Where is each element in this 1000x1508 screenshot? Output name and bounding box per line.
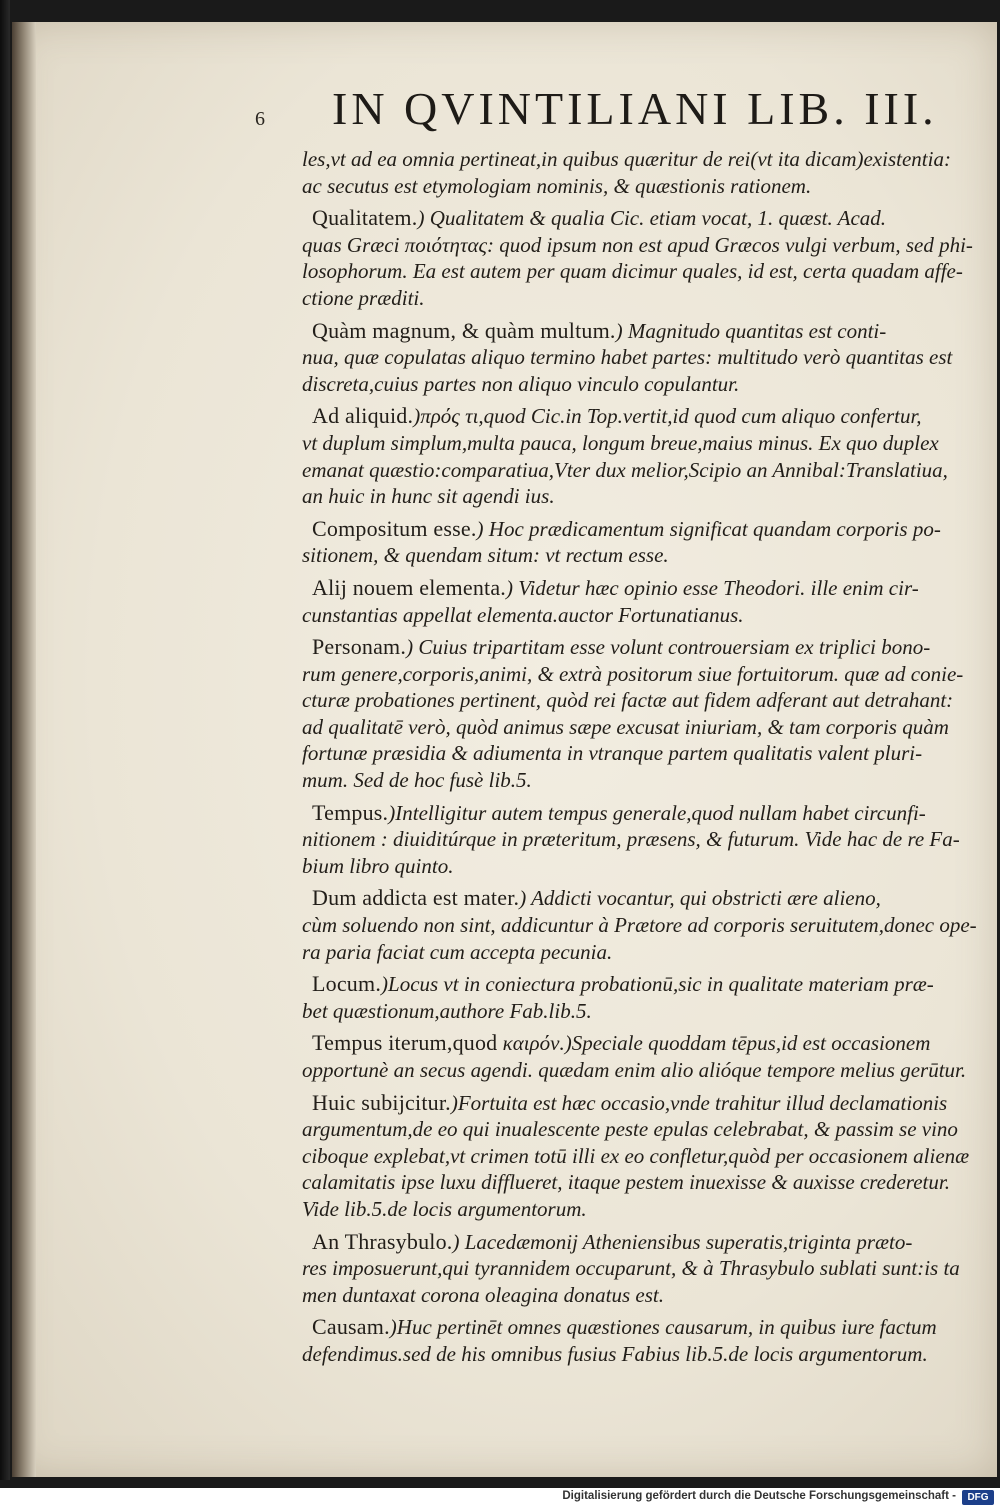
line-text: vt duplum simplum,multa pauca, longum breue,maius minus. Ex quo duplex	[302, 430, 939, 455]
line-text: ) Cuius tripartitam esse volunt controuersiam ex triplici bono-	[406, 635, 931, 660]
dfg-logo: DFG	[962, 1490, 994, 1505]
line-text: Vide lib.5.de locis argumentorum.	[302, 1196, 587, 1221]
line-text: )Intelligitur autem tempus generale,quod nullam habet circunfi-	[388, 800, 926, 825]
paragraph	[302, 205, 982, 311]
text-line	[302, 1341, 982, 1368]
line-text: discreta,cuius partes non aliquo vinculo copulantur.	[302, 371, 740, 396]
paragraph	[302, 575, 982, 628]
paragraph	[302, 318, 982, 398]
text-line	[302, 912, 982, 939]
line-text: ) Lacedæmonij Atheniensibus superatis,triginta præto-	[452, 1229, 913, 1254]
text-line	[302, 371, 982, 398]
lemma: Causam.	[312, 1314, 390, 1340]
lemma: An Thrasybulo.	[312, 1228, 453, 1254]
line-text: )Locus vt in coniectura probationū,sic in qualitate materiam præ-	[381, 972, 934, 997]
footer-bar	[0, 1488, 1000, 1508]
line-text: opportunè an secus agendi. quædam enim alio alióque tempore melius gerūtur.	[302, 1058, 967, 1082]
text-line	[302, 457, 982, 484]
scanned-page	[12, 22, 997, 1477]
lemma: Personam.	[312, 634, 407, 660]
line-text: ac secutus est etymologiam nominis, & quæstionis rationem.	[302, 173, 812, 198]
paragraph	[302, 971, 982, 1024]
text-line	[302, 318, 982, 345]
line-text: καιρόν.)Speciale quoddam tēpus,id est occasionem	[497, 1031, 931, 1056]
lemma: Tempus.	[312, 799, 389, 825]
paragraph	[302, 1030, 982, 1083]
line-text: rum genere,corporis,animi, & extrà positorum siue fortuitorum. quæ ad conie-	[302, 661, 964, 686]
line-text: mum. Sed de hoc fusè lib.5.	[302, 768, 532, 793]
lemma: Alij nouem elementa.	[312, 574, 506, 600]
text-line	[302, 1057, 982, 1084]
line-text: losophorum. Ea est autem per quam dicimur quales, id est, certa quadam affe-	[302, 259, 963, 284]
text-line	[302, 516, 982, 543]
line-text: ciboque explebat,vt crimen totū illi ex eo confletur,quòd per occasionem alienæ	[302, 1143, 970, 1168]
viewer-edge	[0, 0, 10, 1480]
lemma: Compositum esse.	[312, 515, 477, 541]
line-text: fortunæ præsidia & adiumenta in vtranque partem qualitatis valent pluri-	[302, 741, 923, 766]
paragraph	[302, 1090, 982, 1223]
line-text: cturæ probationes pertinent, quòd rei factæ aut fidem adferant aut detrahant:	[302, 688, 954, 713]
line-text: cunstantias appellat elementa.auctor Fortunatianus.	[302, 602, 744, 627]
line-text: nitionem : diuiditúrque in præteritum, præsens, & futurum. Vide hac de re Fa-	[302, 827, 960, 852]
line-text: emanat quæstio:comparatiua,Vter dux melior,Scipio an Annibal:Translatiua,	[302, 457, 948, 482]
lemma: Ad aliquid.	[312, 403, 414, 429]
text-line	[302, 483, 982, 510]
text-line	[302, 1196, 982, 1223]
line-text: men duntaxat corona oleagina donatus est.	[302, 1282, 665, 1307]
paragraph	[302, 403, 982, 509]
text-line	[302, 634, 982, 661]
line-text: ) Addicti vocantur, qui obstricti ære alieno,	[519, 886, 881, 911]
text-line	[302, 1090, 982, 1117]
text-line	[302, 971, 982, 998]
text-line	[302, 661, 982, 688]
running-head: IN QVINTILIANI LIB. III.	[332, 83, 938, 134]
line-text: ) Videtur hæc opinio esse Theodori. ille enim cir-	[506, 575, 919, 600]
line-text: argumentum,de eo qui inualescente peste epulas celebrabat, & passim se vino	[302, 1117, 958, 1142]
funding-credit: Digitalisierung gefördert durch die Deutsche Forschungsgemeinschaft -	[562, 1490, 956, 1502]
commentary-text	[302, 146, 982, 1368]
line-text: quas Græci ποιότητας: quod ipsum non est apud Græcos vulgi verbum, sed phi-	[302, 232, 973, 257]
page-number: 6	[255, 108, 265, 130]
line-text: ) Qualitatem & qualia Cic. etiam vocat, 1. quæst. Acad.	[417, 206, 887, 231]
line-text: ctione præditi.	[302, 285, 425, 310]
line-text: an huic in hunc sit agendi ius.	[302, 484, 555, 509]
line-text: )Fortuita est hæc occasio,vnde trahitur illud declamationis	[450, 1090, 948, 1115]
text-line	[302, 826, 982, 853]
text-line	[302, 998, 982, 1025]
line-text: )πρός τι,quod Cic.in Top.vertit,id quod cum aliquo confertur,	[413, 404, 922, 429]
text-line	[302, 232, 982, 259]
text-line	[302, 939, 982, 966]
text-line	[302, 853, 982, 880]
line-text: calamitatis ipse luxu difflueret, itaque pestem inuexisse & auxisse crederetur.	[302, 1170, 950, 1195]
text-line	[302, 146, 982, 173]
text-line	[302, 344, 982, 371]
text-line	[302, 1030, 982, 1057]
text-line	[302, 687, 982, 714]
lemma: Quàm magnum, & quàm multum.	[312, 317, 616, 343]
paragraph	[302, 800, 982, 880]
text-line	[302, 173, 982, 200]
line-text: les,vt ad ea omnia pertineat,in quibus quæritur de rei(vt ita dicam)existentia:	[302, 147, 951, 171]
paragraph	[302, 516, 982, 569]
line-text: bium libro quinto.	[302, 853, 454, 878]
lemma: Tempus iterum,quod	[312, 1030, 498, 1056]
lemma: Huic subijcitur.	[312, 1089, 451, 1115]
text-line	[302, 258, 982, 285]
line-text: cùm soluendo non sint, addicuntur à Prætore ad corporis seruitutem,donec ope-	[302, 913, 977, 938]
lemma: Qualitatem.	[312, 205, 418, 231]
text-line	[302, 767, 982, 794]
line-text: defendimus.sed de his omnibus fusius Fabius lib.5.de locis argumentorum.	[302, 1341, 928, 1366]
text-line	[302, 602, 982, 629]
line-text: sitionem, & quendam situm: vt rectum esse.	[302, 543, 669, 568]
line-text: res imposuerunt,qui tyrannidem occuparunt, & à Thrasybulo sublati sunt:is ta	[302, 1256, 960, 1281]
paragraph	[302, 1229, 982, 1309]
line-text: ) Magnitudo quantitas est conti-	[615, 318, 887, 343]
paragraph	[302, 146, 982, 199]
text-line	[302, 575, 982, 602]
lemma: Dum addicta est mater.	[312, 885, 520, 911]
text-line	[302, 1229, 982, 1256]
text-line	[302, 430, 982, 457]
text-line	[302, 714, 982, 741]
line-text: bet quæstionum,authore Fab.lib.5.	[302, 998, 592, 1023]
text-line	[302, 740, 982, 767]
text-line	[302, 885, 982, 912]
text-line	[302, 542, 982, 569]
text-line	[302, 403, 982, 430]
lemma: Locum.	[312, 971, 382, 997]
paragraph	[302, 634, 982, 794]
text-line	[302, 800, 982, 827]
book-spine-shadow	[12, 22, 36, 1477]
text-line	[302, 205, 982, 232]
paragraph	[302, 885, 982, 965]
line-text: )Huc pertinēt omnes quæstiones causarum, in quibus iure factum	[389, 1315, 937, 1340]
text-line	[302, 1255, 982, 1282]
text-line	[302, 285, 982, 312]
text-line	[302, 1143, 982, 1170]
line-text: ra paria faciat cum accepta pecunia.	[302, 939, 613, 964]
line-text: ad qualitatē verò, quòd animus sæpe excusat iniuriam, & tam corporis quàm	[302, 714, 949, 739]
line-text: ) Hoc prædicamentum significat quandam corporis po-	[476, 516, 941, 541]
text-line	[302, 1282, 982, 1309]
text-line	[302, 1169, 982, 1196]
text-line	[302, 1116, 982, 1143]
line-text: nua, quæ copulatas aliquo termino habet partes: multitudo verò quantitas est	[302, 345, 953, 370]
paragraph	[302, 1314, 982, 1367]
text-line	[302, 1314, 982, 1341]
